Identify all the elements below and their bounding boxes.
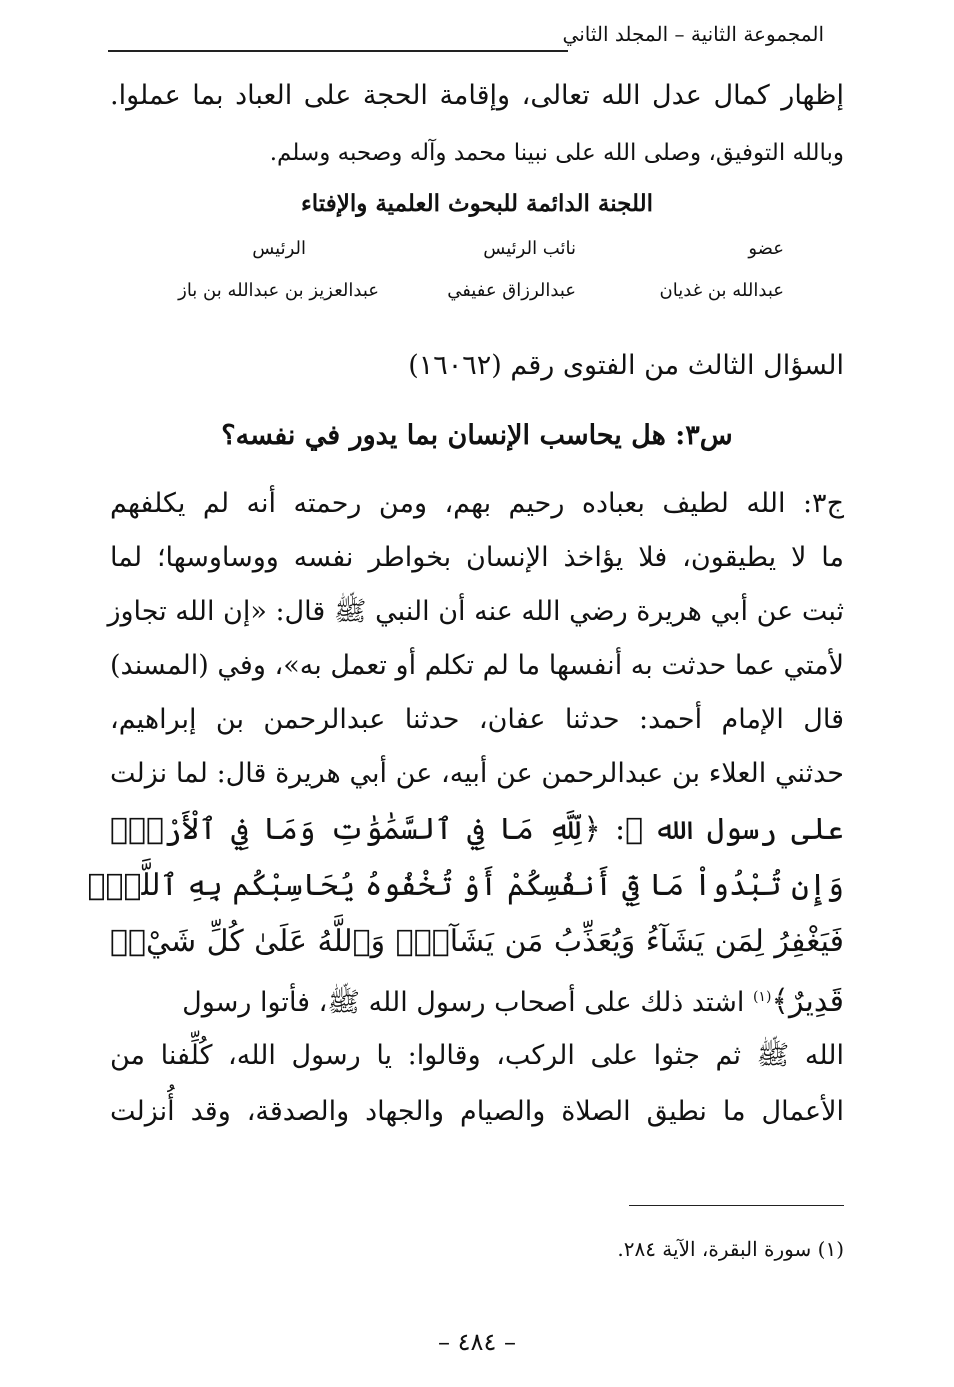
verse-end: قَدِيرٌ﴾ [771,984,844,1019]
name-chairman: عبدالعزيز بن عبدالله بن باز [178,280,379,301]
verse-line-3: فَيَغْفِرُ لِمَن يَشَآءُ وَيُعَذِّبُ مَن يَشَآءُۗ وَٱللَّهُ عَلَىٰ كُلِّ شَيْءٖ [110,924,844,959]
running-header: المجموعة الثانية – المجلد الثاني [562,22,824,46]
answer-line-11: الله ﷺ ثم جثوا على الركب، وقالوا: يا رسول الله، كُلِّفنا من [110,1040,844,1071]
footnote-rule [629,1205,844,1206]
page-number: – ٤٨٤ – [438,1328,516,1356]
answer-line-5: قال الإمام أحمد: حدثنا عفان، حدثنا عبدالرحمن بن إبراهيم، [110,704,844,735]
intro-line-1: إظهار كمال عدل الله تعالى، وإقامة الحجة على العباد بما عملوا. [110,80,844,111]
footnote: (١) سورة البقرة، الآية ٢٨٤. [617,1237,844,1261]
role-chairman: الرئيس [252,238,306,259]
name-vice-chairman: عبدالرزاق عفيفي [447,280,576,301]
header-rule [108,50,568,52]
role-vice-chairman: نائب الرئيس [483,238,576,259]
intro-line-2: وبالله التوفيق، وصلى الله على نبينا محمد وآله وصحبه وسلم. [269,140,844,166]
answer-line-6: حدثني العلاء بن عبدالرحمن عن أبيه، عن أبي هريرة قال: لما نزلت [110,758,844,789]
answer-line-10-text: اشتد ذلك على أصحاب رسول الله ﷺ، فأتوا رسول [182,987,753,1018]
answer-line-10 [110,984,844,1020]
answer-line-3: ثبت عن أبي هريرة رضي الله عنه أن النبي ﷺ قال: «إن الله تجاوز [107,596,844,627]
answer-line-1: ج٣: الله لطيف بعباده رحيم بهم، ومن رحمته أنه لم يكلفهم [110,488,844,519]
question: س٣: هل يحاسب الإنسان بما يدور في نفسه؟ [221,420,733,451]
verse-line-2: وَإِن تُبْدُواْ مَا فِيٓ أَنفُسِكُمْ أَوْ تُخْفُوهُ يُحَاسِبْكُم بِهِ ٱللَّهُۖ [87,868,844,903]
name-member: عبدالله بن غديان [659,280,784,301]
role-member: عضو [748,238,784,259]
verse-line-1: على رسول الله ﷺ: ﴿لِّلَّهِ مَا فِي ٱلسَّمَٰوَٰتِ وَمَا فِي ٱلْأَرْضِۗ [110,812,844,847]
committee-title: اللجنة الدائمة للبحوث العلمية والإفتاء [300,190,654,217]
footnote-marker: (١) [752,989,772,1005]
answer-line-12: الأعمال ما نطيق الصلاة والصيام والجهاد والصدقة، وقد أُنزلت [110,1096,844,1127]
answer-line-2: ما لا يطيقون، فلا يؤاخذ الإنسان بخواطر نفسه ووساوسها؛ لما [110,542,844,573]
fatwa-reference: السؤال الثالث من الفتوى رقم (١٦٠٦٢) [408,350,844,381]
answer-line-4: لأمتي عما حدثت به أنفسها ما لم تكلم أو تعمل به»، وفي (المسند) [110,650,844,681]
